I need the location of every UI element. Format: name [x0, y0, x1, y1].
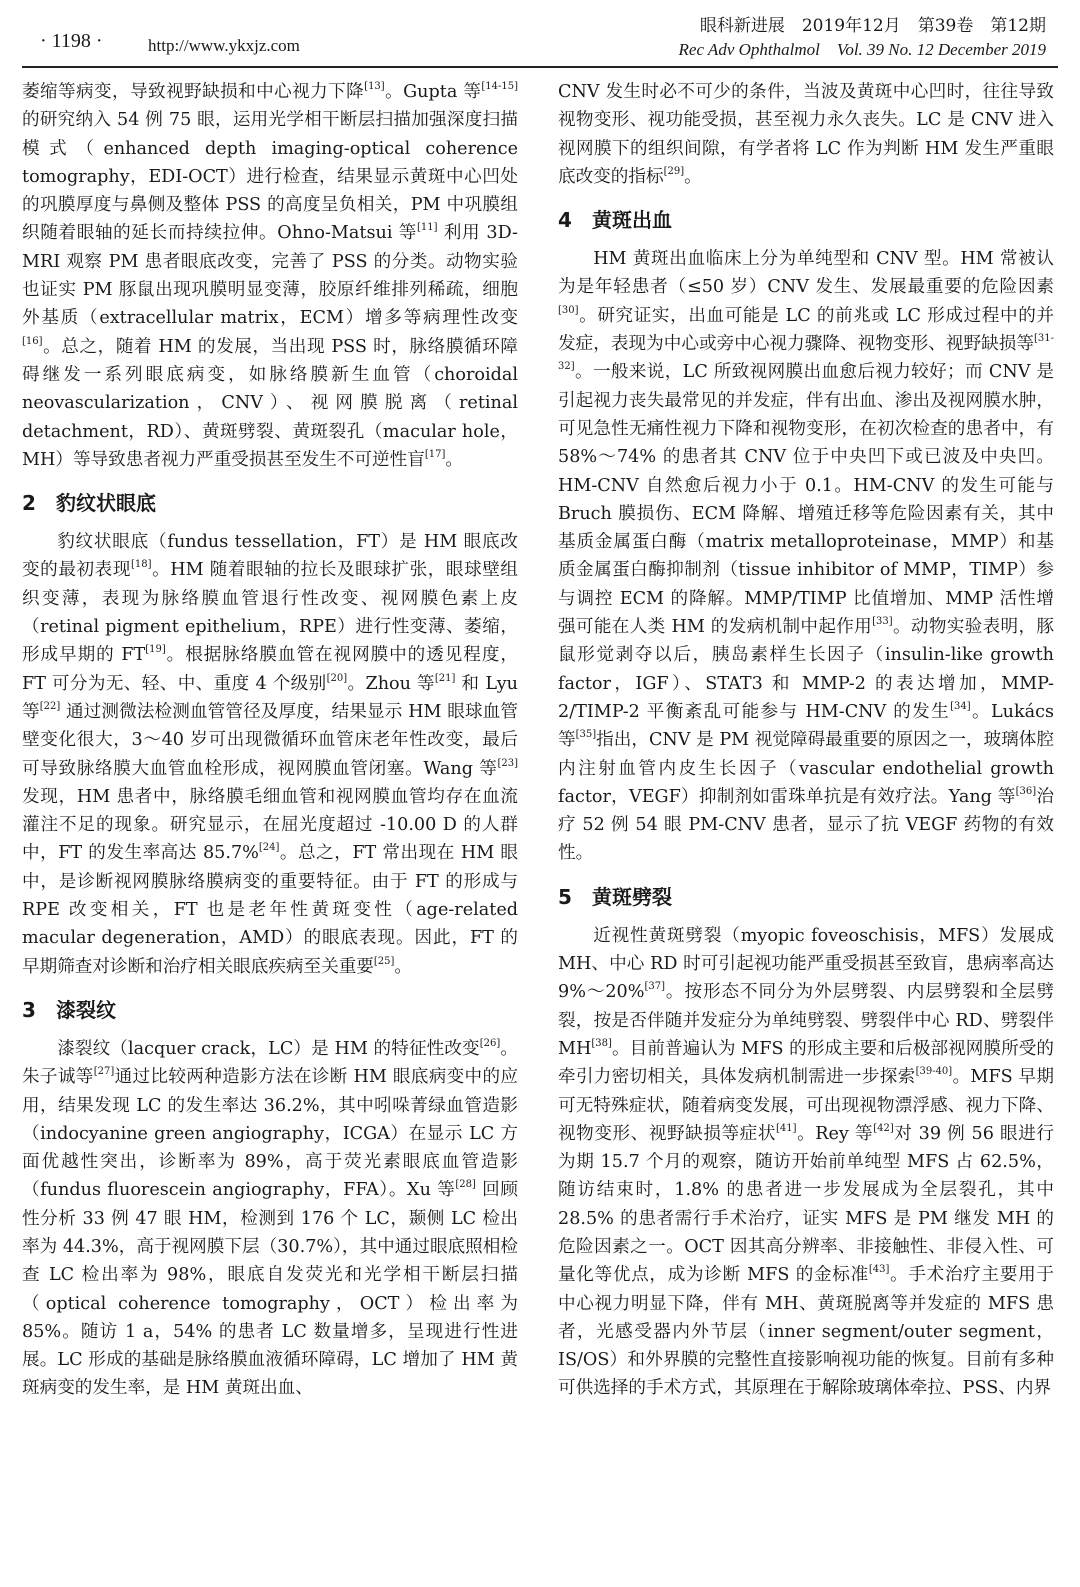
right-column [558, 78, 1054, 1403]
paragraph-macular-hemorrhage: HM 黄斑出血临床上分为单纯型和 CNV 型。HM 常被认为是年轻患者（≤50 岁）CNV 发生、发展最重要的危险因素[30]。研究证实，出血可能是 LC 的前兆或 LC 形成过程中的并发症，表现为中心或旁中心视力骤降、视物变形、视野缺损等[31-32]。一般来说，LC 所致视网膜出血愈后视力较好；而 CNV 是引起视力丧失最常见的并发症，伴有出血、渗出及视网膜水肿，可见急性无痛性视力下降和视物变形，在初次检查的患者中，有 58%～74% 的患者其 CNV 位于中央凹下或已波及中央凹。HM-CNV 自然愈后视力小于 0.1。HM-CNV 的发生可能与 Bruch 膜损伤、ECM 降解、增殖迁移等危险因素有关，其中基质金属蛋白酶（matrix metalloproteinase，MMP）和基质金属蛋白酶抑制剂（tissue inhibitor of MMP，TIMP）参与调控 ECM 的降解。MMP/TIMP 比值增加、MMP 活性增强可能在人类 HM 的发病机制中起作用[33]。动物实验表明，豚鼠形觉剥夺以后，胰岛素样生长因子（insulin-like growth factor，IGF）、STAT3 和 MMP-2 的表达增加，MMP-2/TIMP-2 平衡紊乱可能参与 HM-CNV 的发生[34]。Lukács 等[35]指出，CNV 是 PM 视觉障碍最重要的原因之一，玻璃体腔内注射血管内皮生长因子（vascular endothelial growth factor，VEGF）抑制剂如雷珠单抗是有效疗法。Yang 等[36]治疗 52 例 54 眼 PM-CNV 患者，显示了抗 VEGF 药物的有效性。 [558, 249, 1054, 864]
citation: [23] [497, 757, 518, 769]
citation: [20] [326, 672, 348, 684]
citation: [13] [364, 81, 385, 92]
citation: [14-15] [481, 81, 518, 92]
section-heading-4: 4 黄斑出血 [558, 208, 672, 233]
journal-url[interactable]: http://www.ykxjz.com [148, 36, 300, 55]
citation: [34] [950, 700, 971, 712]
citation: [25] [373, 955, 395, 967]
journal-info [679, 14, 1046, 62]
citation: [43] [868, 1264, 890, 1276]
citation: [26] [479, 1037, 501, 1049]
citation: [29] [663, 165, 685, 177]
paragraph-pss-continued: 萎缩等病变，导致视野缺损和中心视力下降[13]。Gupta 等[14-15]的研究纳入 54 例 75 眼，运用光学相干断层扫描加强深度扫描模式（enhanced depth imaging-optical coherence tomography，EDI-OCT）进行检查，结果显示黄斑中心凹处的巩膜厚度与鼻侧及整体 PSS 的高度呈负相关，PM 中巩膜组织随着眼轴的延长而持续拉伸。Ohno-Matsui 等[11] 利用 3D-MRI 观察 PM 患者眼底改变，完善了 PSS 的分类。动物实验也证实 PM 豚鼠出现巩膜明显变薄，胶原纤维排列稀疏，细胞外基质（extracellular matrix，ECM）增多等病理性改变[16]。总之，随着 HM 的发展，当出现 PSS 时，脉络膜循环障碍继发一系列眼底病变，如脉络膜新生血管（choroidal neovascularization，CNV）、视网膜脱离（retinal detachment，RD）、黄斑劈裂、黄斑裂孔（macular hole，MH）等导致患者视力严重受损甚至发生不可逆性盲[17]。 [22, 81, 518, 470]
paragraph-fundus-tessellation: 豹纹状眼底（fundus tessellation，FT）是 HM 眼底改变的最初表现[18]。HM 随着眼轴的拉长及眼球扩张，眼球壁组织变薄，表现为脉络膜血管退行性改变、视网膜色素上皮（retinal pigment epithelium，RPE）进行性变薄、萎缩，形成早期的 FT[19]。根据脉络膜血管在视网膜中的透见程度，FT 可分为无、轻、中、重度 4 个级别[20]。Zhou 等[21] 和 Lyu 等[22] 通过测微法检测血管管径及厚度，结果显示 HM 眼球血管壁变化很大，3～40 岁可出现微循环血管床老年性改变，最后可导致脉络膜大血管血栓形成，视网膜血管闭塞。Wang 等[23]发现，HM 患者中，脉络膜毛细血管和视网膜血管均存在血流灌注不足的现象。研究显示，在屈光度超过 -10.00 D 的人群中，FT 的发生率高达 85.7%[24]。总之，FT 常出现在 HM 眼中，是诊断视网膜脉络膜病变的重要特征。由于 FT 的形成与 RPE 改变相关，FT 也是老年性黄斑变性（age-related macular degeneration，AMD）的眼底表现。因此，FT 的早期筛查对诊断和治疗相关眼底疾病至关重要[25]。 [22, 532, 518, 977]
citation: [18] [130, 559, 152, 571]
section-heading-5: 5 黄斑劈裂 [558, 884, 672, 909]
page-number: · 1198 · [40, 30, 103, 52]
section-heading-2: 2 豹纹状眼底 [22, 491, 156, 516]
section-heading-3: 3 漆裂纹 [22, 997, 116, 1022]
citation: [41] [775, 1122, 797, 1134]
citation: [31-32] [558, 333, 1054, 373]
citation: [30] [558, 304, 579, 316]
journal-title-en: Rec Adv Ophthalmol Vol. 39 No. 12 December 2019 [678, 40, 1046, 59]
citation: [27] [93, 1066, 115, 1078]
citation: [38] [591, 1037, 612, 1049]
citation: [42] [873, 1122, 894, 1134]
citation: [16] [22, 335, 43, 347]
paragraph-lc-continued: CNV 发生时必不可少的条件，当波及黄斑中心凹时，往往导致视物变形、视功能受损，甚至视力永久丧失。LC 是 CNV 进入视网膜下的组织间隙，有学者将 LC 作为判断 HM 发生严重眼底改变的指标[29]。 [558, 82, 1054, 187]
citation: [21] [434, 672, 456, 684]
citation: [11] [416, 222, 438, 234]
paragraph-myopic-foveoschisis: 近视性黄斑劈裂（myopic foveoschisis，MFS）发展成 MH、中心 RD 时可引起视功能严重受损甚至致盲，患病率高达 9%～20%[37]。按形态不同分为外层劈裂、内层劈裂和全层劈裂，按是否伴随并发症分为单纯劈裂、劈裂伴中心 RD、劈裂伴 MH[38]。目前普遍认为 MFS 的形成主要和后极部视网膜所受的牵引力密切相关，具体发病机制需进一步探索[39-40]。MFS 早期可无特殊症状，随着病变发展，可出现视物漂浮感、视力下降、视物变形、视野缺损等症状[41]。Rey 等[42]对 39 例 56 眼进行为期 15.7 个月的观察，随访开始前单纯型 MFS 占 62.5%，随访结束时，1.8% 的患者进一步发展成为全层裂孔，其中 28.5% 的患者需行手术治疗，证实 MFS 是 PM 继发 MH 的危险因素之一。OCT 因其高分辨率、非接触性、非侵入性、可量化等优点，成为诊断 MFS 的金标准[43]。手术治疗主要用于中心视力明显下降，伴有 MH、黄斑脱离等并发症的 MFS 患者，光感受器内外节层（inner segment/outer segment，IS/OS）和外界膜的完整性直接影响视功能的恢复。目前有多种可供选择的手术方式，其原理在于解除玻璃体牵拉、PSS、内界 [558, 925, 1054, 1399]
left-column [22, 78, 518, 1403]
journal-title-cn: 眼科新进展 2019年12月 第39卷 第12期 [699, 16, 1046, 36]
citation: [22] [39, 700, 61, 712]
citation: [19] [145, 644, 166, 656]
citation: [39-40] [915, 1066, 953, 1078]
page-header [0, 0, 1080, 70]
citation: [33] [872, 616, 893, 628]
citation: [24] [258, 842, 280, 854]
citation: [35] [575, 729, 597, 741]
header-rule [22, 66, 1058, 68]
paragraph-lacquer-crack: 漆裂纹（lacquer crack，LC）是 HM 的特征性改变[26]。朱子诚等[27]通过比较两种造影方法在诊断 HM 眼底病变中的应用，结果发现 LC 的发生率达 36.2%，其中吲哚菁绿血管造影（indocyanine green angiography，ICGA）在显示 LC 方面优越性突出，诊断率为 89%，高于荧光素眼底血管造影（fundus fluorescein angiography，FFA）。Xu 等[28] 回顾性分析 33 例 47 眼 HM，检测到 176 个 LC，颞侧 LC 检出率为 44.3%，高于视网膜下层（30.7%），其中通过眼底照相检查 LC 检出率为 98%，眼底自发荧光和光学相干断层扫描（optical coherence tomography，OCT）检出率为 85%。随访 1 a，54% 的患者 LC 数量增多，呈现进行性进展。LC 形成的基础是脉络膜血液循环障碍，LC 增加了 HM 黄斑病变的发生率，是 HM 黄斑出血、 [22, 1037, 519, 1399]
citation: [28] [455, 1179, 476, 1191]
citation: [37] [644, 981, 665, 993]
citation: [17] [424, 448, 446, 460]
citation: [36] [1015, 785, 1037, 797]
